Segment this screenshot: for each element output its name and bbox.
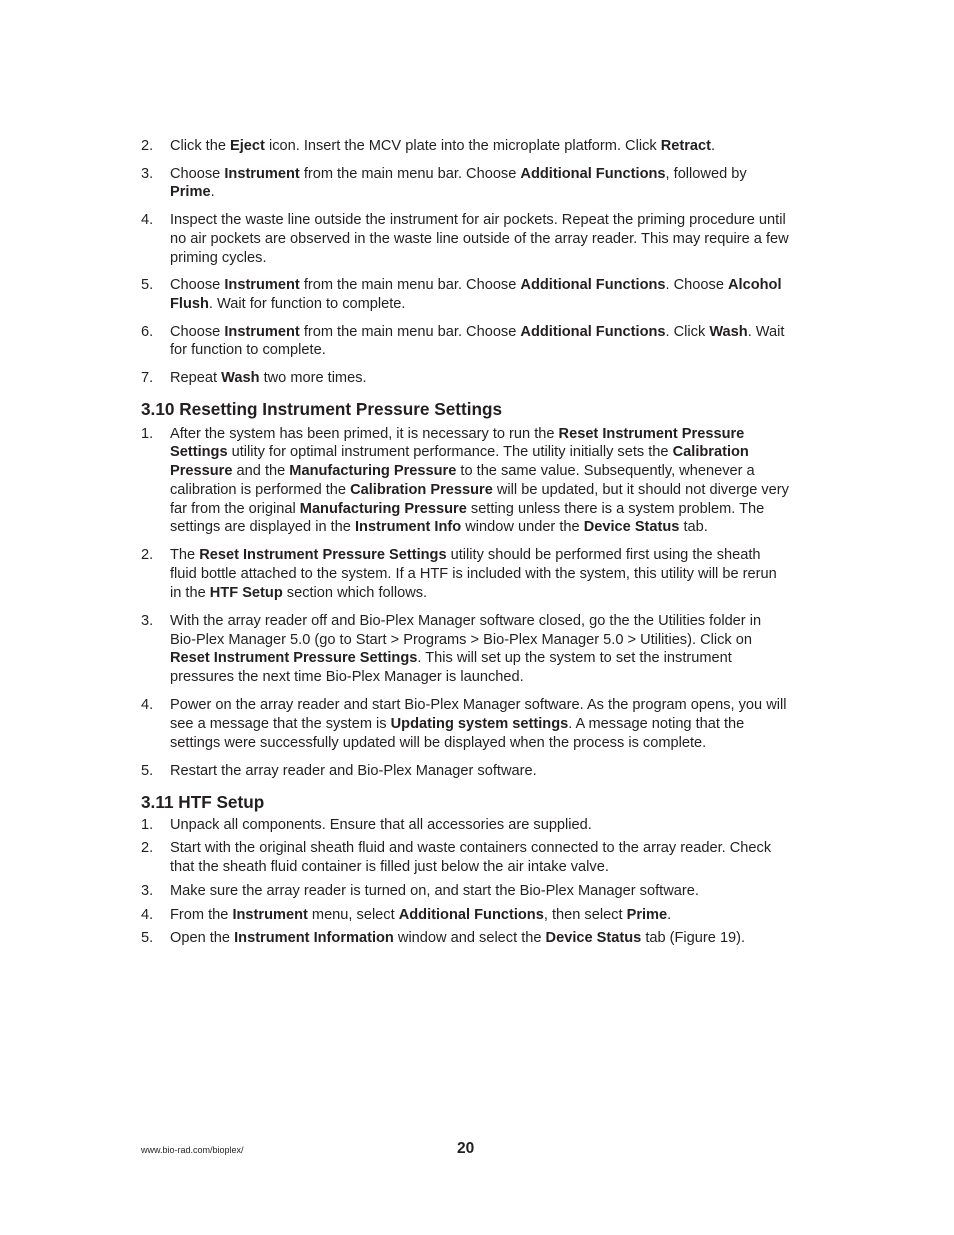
item-number: 5. (141, 277, 154, 294)
bold-term: Eject (230, 138, 265, 154)
list-item (141, 323, 791, 360)
text-run: . Wait for function to complete. (208, 295, 406, 312)
item-number: 4. (141, 906, 154, 923)
bold-term: Instrument (224, 165, 300, 182)
text-run: from the main menu bar. Choose (299, 323, 521, 340)
item-number: 2. (141, 138, 154, 154)
bold-term: Manufacturing Pressure (299, 500, 467, 517)
list-item (141, 137, 791, 156)
item-number: 1. (141, 425, 154, 442)
text-run: Start with the original sheath fluid and waste containers connected to the array reader. Check that the sheath fluid container is filled just below the air intake valve. (170, 840, 772, 876)
item-text (170, 883, 699, 899)
text-run: Choose (170, 323, 225, 340)
section-heading-3-10: 3.10 Resetting Instrument Pressure Settings (141, 398, 503, 419)
page-number: 20 (457, 1140, 475, 1157)
text-run: tab. (679, 519, 708, 536)
text-run: . A message noting that the settings were successfully updated will be displayed when the process is complete. (170, 716, 745, 751)
bold-term: Reset Instrument Pressure Settings (170, 650, 418, 667)
bold-term: Retract (660, 138, 712, 154)
section-heading-3-11: 3.11 HTF Setup (141, 791, 265, 812)
text-run: and the (232, 463, 290, 480)
procedure-list (141, 137, 791, 388)
bold-term: Additional Functions (520, 277, 666, 294)
item-number: 2. (141, 547, 154, 564)
bold-term: Reset Instrument Pressure Settings (199, 547, 447, 564)
text-run: . Click (665, 323, 710, 340)
text-run: from the main menu bar. Choose (299, 277, 521, 294)
text-run: Make sure the array reader is turned on, and start the Bio-Plex Manager software. (170, 882, 699, 899)
bold-term: Alcohol Flush (170, 277, 782, 312)
list-item (141, 425, 791, 537)
bold-term: Instrument (232, 906, 308, 923)
bold-term: Instrument (224, 323, 300, 340)
text-run: Click the (170, 138, 231, 154)
item-text (170, 138, 715, 154)
item-text (170, 370, 367, 386)
text-run: menu, select (307, 906, 399, 923)
text-run: Repeat (170, 370, 222, 387)
text-run: Unpack all components. Ensure that all accessories are supplied. (170, 816, 592, 833)
text-run: Choose (170, 277, 225, 294)
list-item (141, 839, 791, 876)
text-run: window under the (461, 519, 584, 536)
text-run: to the same value. Subsequently, whenever a calibration is performed the (170, 463, 755, 498)
list-item (141, 882, 791, 901)
text-run: , followed by (665, 165, 747, 182)
footer-url: www.bio-rad.com/bioplex/ (141, 1145, 244, 1155)
list-item (141, 929, 791, 948)
bold-term: Wash (709, 323, 748, 340)
item-text (170, 212, 789, 265)
text-run: two more times. (259, 370, 367, 387)
list-item (141, 762, 791, 781)
bold-term: Device Status (583, 519, 680, 536)
item-text (170, 324, 784, 359)
item-number: 2. (141, 840, 154, 857)
text-run: . Choose (665, 277, 728, 294)
list-item (141, 696, 791, 752)
list-item (141, 165, 791, 202)
bold-term: Instrument Info (354, 519, 462, 536)
text-run: From the (170, 906, 233, 923)
bold-term: Calibration Pressure (170, 444, 749, 480)
section-3-11-list (141, 816, 791, 948)
list-item (141, 816, 791, 835)
page-content (141, 137, 791, 948)
item-number: 3. (141, 882, 154, 899)
item-text (170, 817, 592, 833)
text-run: will be updated, but it should not diverge very far from the original (170, 481, 789, 517)
text-run: section which follows. (282, 584, 428, 601)
text-run: Restart the array reader and Bio-Plex Manager software. (170, 762, 537, 779)
list-item (141, 211, 791, 267)
item-number: 5. (141, 930, 154, 947)
text-run: With the array reader off and Bio-Plex Manager software closed, go the the Utilities folder in Bio-Plex Manager 5.0 (go to Start > Programs > Bio-Plex Manager 5.0 > Utilities). Click on (170, 613, 762, 648)
text-run: . (210, 184, 215, 201)
list-item (141, 906, 791, 925)
text-run: . This will set up the system to set the instrument pressures the next time Bio-Plex Manager is launched. (170, 650, 732, 686)
text-run: Choose (170, 165, 225, 182)
text-run: , then select (543, 906, 627, 923)
item-number: 6. (141, 323, 154, 340)
bold-term: Wash (221, 370, 260, 387)
item-text (170, 907, 671, 923)
item-text (170, 166, 747, 201)
bold-term: Prime (170, 184, 211, 201)
bold-term: Additional Functions (520, 165, 666, 182)
bold-term: Additional Functions (520, 323, 666, 340)
bold-term: Manufacturing Pressure (289, 463, 457, 480)
bold-term: Prime (626, 906, 668, 923)
item-number: 3. (141, 613, 154, 630)
item-text (170, 547, 777, 600)
item-number: 3. (141, 165, 154, 182)
bold-term: Instrument (224, 277, 300, 294)
item-number: 1. (141, 816, 154, 833)
list-item (141, 612, 791, 687)
text-run: window and select the (393, 930, 546, 947)
bold-term: Device Status (545, 930, 642, 947)
text-run: utility should be performed first using the sheath fluid bottle attached to the system. If a HTF is included with the system, this utility will be rerun in the (170, 547, 777, 601)
text-run: . Wait for function to complete. (170, 323, 785, 359)
text-run: icon. Insert the MCV plate into the microplate platform. Click (264, 138, 661, 154)
item-number: 4. (141, 697, 154, 714)
list-item (141, 546, 791, 602)
item-text (170, 613, 761, 685)
text-run: utility for optimal instrument performance. The utility initially sets the (227, 444, 673, 461)
text-run: After the system has been primed, it is necessary to run the (170, 425, 559, 442)
item-text (170, 763, 537, 779)
item-number: 5. (141, 762, 154, 779)
text-run: Power on the array reader and start Bio-Plex Manager software. As the program opens, you will see a message that the system is (170, 697, 787, 733)
item-number: 4. (141, 212, 154, 229)
bold-term: Reset Instrument Pressure Settings (170, 425, 745, 461)
item-text (170, 840, 771, 875)
bold-term: Additional Functions (398, 906, 544, 923)
item-text (170, 426, 789, 536)
text-run: . (667, 906, 672, 923)
text-run: from the main menu bar. Choose (299, 165, 521, 182)
text-run: Open the (170, 930, 235, 947)
item-text (170, 277, 782, 312)
bold-term: Updating system settings (390, 716, 569, 733)
text-run: tab (Figure 19). (641, 930, 746, 947)
bold-term: Calibration Pressure (350, 481, 493, 498)
item-number: 7. (141, 370, 154, 387)
bold-term: HTF Setup (209, 584, 283, 601)
bold-term: Instrument Information (234, 930, 394, 947)
text-run: setting unless there is a system problem. The settings are displayed in the (170, 500, 765, 536)
list-item (141, 276, 791, 313)
text-run: . (711, 138, 716, 154)
text-run: The (170, 547, 200, 564)
section-3-10-list (141, 425, 791, 781)
item-text (170, 930, 745, 946)
list-item (141, 369, 791, 388)
text-run: Inspect the waste line outside the instrument for air pockets. Repeat the priming procedure until no air pockets are observed in the waste line outside of the array reader. This may require a few priming cycles. (170, 212, 789, 266)
item-text (170, 697, 787, 750)
